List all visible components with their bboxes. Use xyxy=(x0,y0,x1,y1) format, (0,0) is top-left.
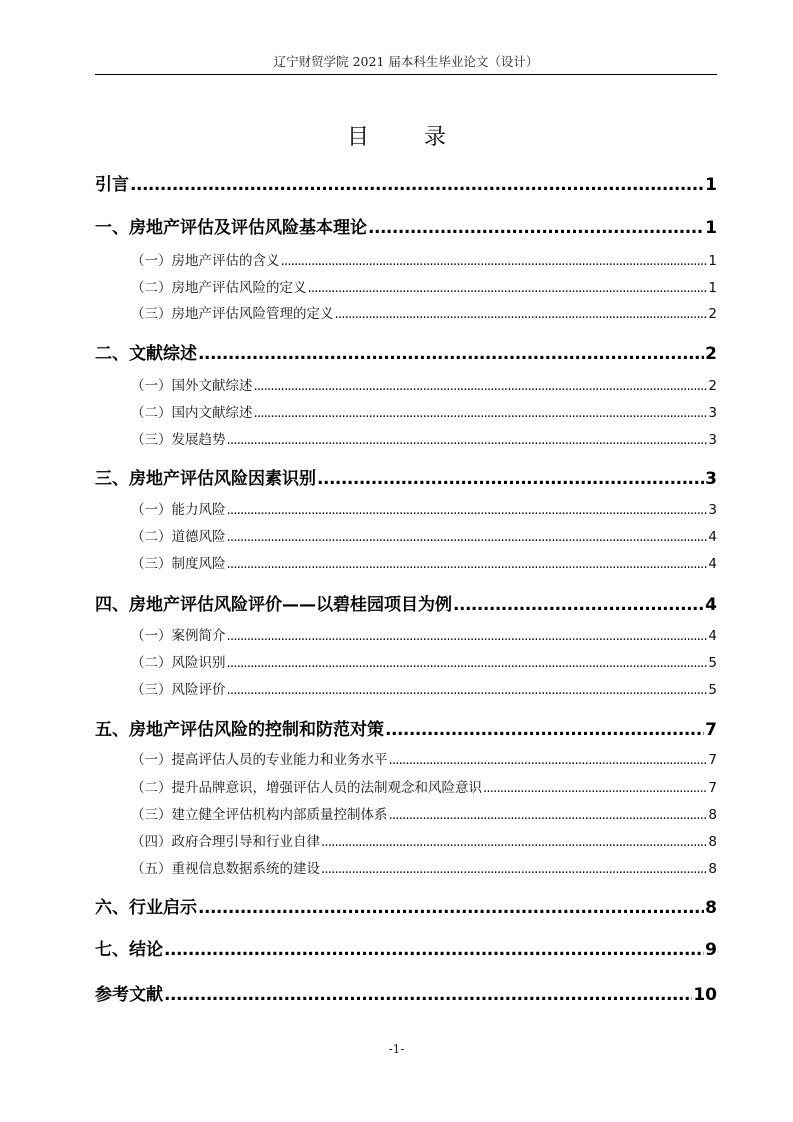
toc-entry-page-number: 7 xyxy=(708,752,717,768)
dot-leader xyxy=(227,556,708,572)
toc-entry-page-number: 8 xyxy=(708,861,717,877)
toc-entry-label: 引言 xyxy=(95,175,129,195)
dot-leader xyxy=(198,898,704,918)
toc-chapter-entry[interactable] xyxy=(95,213,717,238)
toc-chapter-entry[interactable] xyxy=(95,980,717,1005)
toc-entry-page-number: 5 xyxy=(708,655,717,671)
toc-entry-label: 七、结论 xyxy=(95,940,163,960)
toc-entry-label: 参考文献 xyxy=(95,985,163,1005)
page-number: -1- xyxy=(388,1042,405,1056)
toc-entry-page-number: 2 xyxy=(708,306,717,322)
toc-entry-page-number: 8 xyxy=(708,807,717,823)
toc-section-entry[interactable] xyxy=(131,651,717,671)
dot-leader xyxy=(198,344,704,364)
toc-entry-label: （二）国内文献综述 xyxy=(131,405,253,421)
toc-section-entry[interactable] xyxy=(131,857,717,877)
toc-entry-page-number: 10 xyxy=(693,985,717,1005)
toc-section-entry[interactable] xyxy=(131,401,717,421)
toc-entry-label: （五）重视信息数据系统的建设 xyxy=(131,861,320,877)
toc-chapter-entry[interactable] xyxy=(95,464,717,489)
dot-leader xyxy=(227,682,708,698)
toc-entry-label: （三）风险评价 xyxy=(131,682,226,698)
toc-title: 目 录 xyxy=(347,125,470,150)
dot-leader xyxy=(321,861,707,877)
toc-entry-label: 四、房地产评估风险评价——以碧桂园项目为例 xyxy=(95,595,452,615)
toc-section-entry[interactable] xyxy=(131,276,717,296)
dot-leader xyxy=(389,807,708,823)
toc-section-entry[interactable] xyxy=(131,678,717,698)
toc-entry-page-number: 7 xyxy=(708,780,717,796)
toc-section-entry[interactable] xyxy=(131,552,717,572)
toc-entry-label: （四）政府合理引导和行业自律 xyxy=(131,834,320,850)
dot-leader xyxy=(281,253,708,269)
toc-chapter-entry[interactable] xyxy=(95,715,717,740)
toc-section-entry[interactable] xyxy=(131,525,717,545)
toc-entry-page-number: 1 xyxy=(708,253,717,269)
toc-entry-page-number: 2 xyxy=(705,344,717,364)
toc-chapter-entry[interactable] xyxy=(95,935,717,960)
dot-leader xyxy=(227,432,708,448)
dot-leader xyxy=(321,834,707,850)
dot-leader xyxy=(453,595,704,615)
dot-leader xyxy=(227,502,708,518)
toc-entry-page-number: 9 xyxy=(705,940,717,960)
toc-entry-label: 六、行业启示 xyxy=(95,898,197,918)
toc-entry-page-number: 7 xyxy=(705,720,717,740)
toc-entry-page-number: 4 xyxy=(708,529,717,545)
dot-leader xyxy=(368,218,704,238)
dot-leader xyxy=(227,628,708,644)
toc-entry-page-number: 1 xyxy=(705,218,717,238)
toc-entry-page-number: 1 xyxy=(708,280,717,296)
toc-entry-page-number: 3 xyxy=(705,469,717,489)
toc-entry-page-number: 3 xyxy=(708,405,717,421)
dot-leader xyxy=(483,780,707,796)
toc-section-entry[interactable] xyxy=(131,803,717,823)
dot-leader xyxy=(227,655,708,671)
toc-section-entry[interactable] xyxy=(131,830,717,850)
dot-leader xyxy=(389,752,708,768)
toc-section-entry[interactable] xyxy=(131,302,717,322)
toc-entry-label: （一）房地产评估的含义 xyxy=(131,253,280,269)
page-header: 辽宁财贸学院 2021 届本科生毕业论文（设计） xyxy=(273,54,539,69)
dot-leader xyxy=(164,985,692,1005)
toc-entry-label: （二）风险识别 xyxy=(131,655,226,671)
toc-chapter-entry[interactable] xyxy=(95,339,717,364)
dot-leader xyxy=(308,280,708,296)
dot-leader xyxy=(385,720,704,740)
toc-entry-label: （一）案例简介 xyxy=(131,628,226,644)
toc-section-entry[interactable] xyxy=(131,624,717,644)
toc-chapter-entry[interactable] xyxy=(95,170,717,195)
dot-leader xyxy=(164,940,704,960)
toc-entry-label: （一）能力风险 xyxy=(131,502,226,518)
toc-entry-label: 三、房地产评估风险因素识别 xyxy=(95,469,316,489)
toc-entry-label: （二）提升品牌意识，增强评估人员的法制观念和风险意识 xyxy=(131,780,482,796)
toc-section-entry[interactable] xyxy=(131,498,717,518)
toc-entry-page-number: 2 xyxy=(708,378,717,394)
toc-entry-label: （二）道德风险 xyxy=(131,529,226,545)
toc-entry-label: 五、房地产评估风险的控制和防范对策 xyxy=(95,720,384,740)
toc-chapter-entry[interactable] xyxy=(95,893,717,918)
toc-entry-page-number: 4 xyxy=(705,595,717,615)
toc-section-entry[interactable] xyxy=(131,776,717,796)
toc-entry-page-number: 3 xyxy=(708,502,717,518)
toc-entry-label: （二）房地产评估风险的定义 xyxy=(131,280,307,296)
toc-chapter-entry[interactable] xyxy=(95,590,717,615)
toc-entry-label: 二、文献综述 xyxy=(95,344,197,364)
toc-entry-page-number: 1 xyxy=(705,175,717,195)
dot-leader xyxy=(335,306,708,322)
toc-section-entry[interactable] xyxy=(131,249,717,269)
toc-entry-page-number: 4 xyxy=(708,556,717,572)
toc-entry-label: （一）国外文献综述 xyxy=(131,378,253,394)
toc-entry-label: （三）房地产评估风险管理的定义 xyxy=(131,306,334,322)
dot-leader xyxy=(130,175,704,195)
toc-section-entry[interactable] xyxy=(131,748,717,768)
toc-entry-label: （一）提高评估人员的专业能力和业务水平 xyxy=(131,752,388,768)
toc-entry-label: （三）建立健全评估机构内部质量控制体系 xyxy=(131,807,388,823)
toc-entry-label: （三）发展趋势 xyxy=(131,432,226,448)
toc-entry-page-number: 8 xyxy=(708,834,717,850)
dot-leader xyxy=(227,529,708,545)
toc-entry-page-number: 3 xyxy=(708,432,717,448)
toc-entry-page-number: 8 xyxy=(705,898,717,918)
toc-entry-page-number: 4 xyxy=(708,628,717,644)
header-rule xyxy=(95,74,717,75)
dot-leader xyxy=(254,378,708,394)
toc-entry-label: （三）制度风险 xyxy=(131,556,226,572)
dot-leader xyxy=(317,469,704,489)
toc-entry-page-number: 5 xyxy=(708,682,717,698)
toc-entry-label: 一、房地产评估及评估风险基本理论 xyxy=(95,218,367,238)
dot-leader xyxy=(254,405,708,421)
toc-section-entry[interactable] xyxy=(131,428,717,448)
toc-section-entry[interactable] xyxy=(131,374,717,394)
